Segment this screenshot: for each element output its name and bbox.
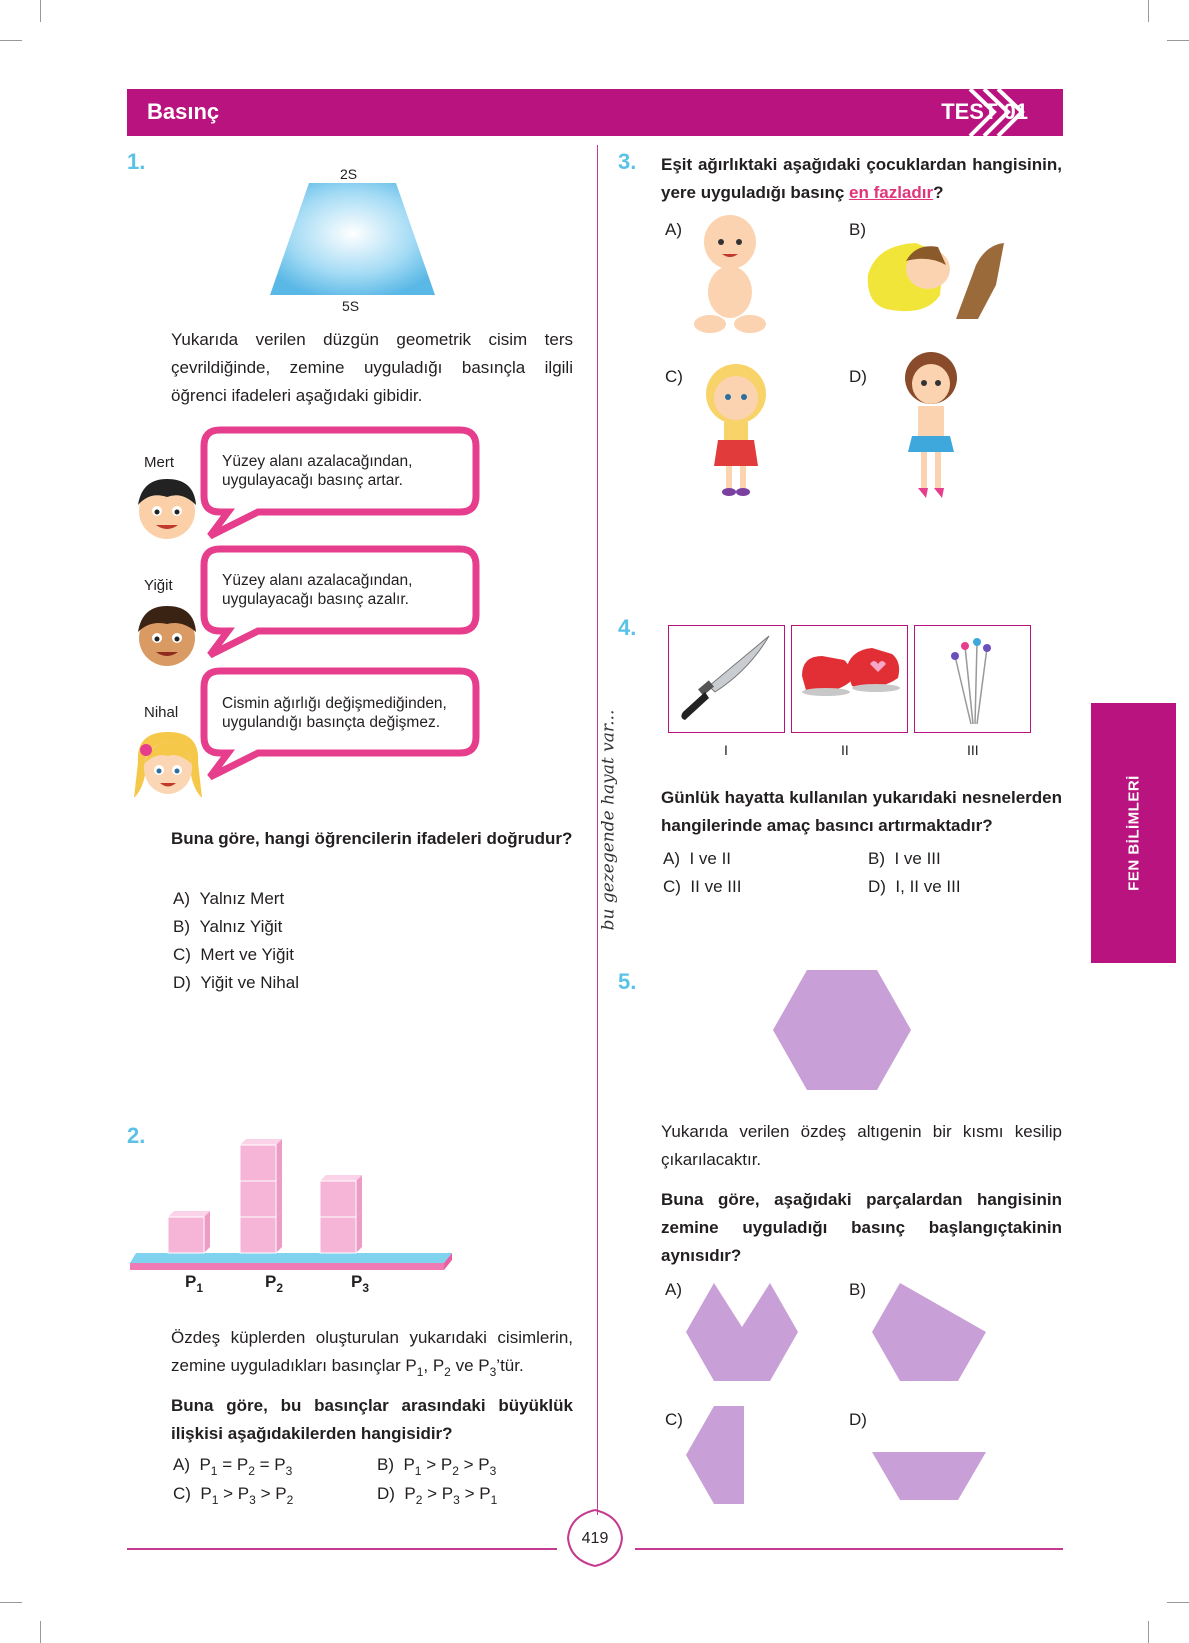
boy-avatar-icon	[132, 600, 202, 670]
question-text: Eşit ağırlıktaki aşağıdaki çocuklardan hangisinin, yere uyguladığı basınç	[661, 155, 1062, 202]
option-letter: D)	[377, 1484, 395, 1503]
crop-mark	[40, 0, 41, 22]
cube-stacks-figure	[130, 1125, 460, 1275]
boy-avatar-icon	[132, 473, 202, 543]
option-text: I ve II	[689, 849, 732, 868]
q2-question: Buna göre, bu basınçlar arasındaki büyüklük ilişkisi aşağıdakilerden hangisidir?	[171, 1396, 573, 1443]
trapezoid-top-label: 2S	[340, 166, 358, 182]
q4-option-d[interactable]	[868, 877, 961, 897]
option-letter: B)	[868, 849, 885, 868]
child-lying-icon[interactable]	[866, 225, 1006, 321]
label-letter: P	[185, 1272, 197, 1291]
intro-text: Özdeş küplerden oluşturulan yukarıdaki cisimlerin, zemine uyguladıkları basınçlar P	[171, 1328, 573, 1375]
q3-option-a[interactable]: A)	[665, 220, 682, 239]
baby-sitting-icon[interactable]	[690, 212, 770, 342]
bubble-text	[222, 452, 412, 490]
header-bar	[127, 89, 1063, 136]
q1-option-b[interactable]	[173, 917, 282, 937]
question-number: 5.	[618, 969, 637, 994]
cube	[320, 1175, 362, 1217]
label-sub: 2	[276, 1281, 284, 1295]
girl-avatar-icon	[132, 728, 204, 808]
option-expr: $P_2 > P_3 > P_1$	[404, 1484, 498, 1507]
p3-label	[351, 1272, 369, 1295]
page-title: Basınç	[147, 99, 220, 124]
option-letter: B)	[377, 1455, 394, 1474]
label-letter: P	[351, 1272, 363, 1291]
q3-option-c[interactable]: C)	[665, 367, 683, 386]
q2-option-c[interactable]	[173, 1484, 293, 1507]
question-end: ?	[933, 183, 944, 202]
option-expr: $P_1 > P_2 > P_3$	[403, 1455, 497, 1478]
base-surface	[130, 1253, 452, 1263]
crop-mark	[1148, 0, 1149, 22]
q2-intro: Özdeş küplerden oluşturulan yukarıdaki cisimlerin, zemine uyguladıkları basınçlar $P_1$, $P_2$ ve $P_3’tür$.	[171, 1328, 573, 1379]
test-label: TEST 01	[941, 99, 1028, 124]
pins-image-box[interactable]	[914, 625, 1031, 733]
bubble-text	[222, 694, 447, 732]
q1-option-a[interactable]	[173, 889, 284, 909]
option-text: I, II ve III	[895, 877, 961, 896]
pentagon-shape[interactable]	[872, 1283, 986, 1381]
hexagon-notch-shape[interactable]	[686, 1283, 798, 1381]
subject-tab	[1091, 703, 1176, 963]
crop-mark	[0, 1602, 22, 1603]
option-letter: C)	[173, 945, 191, 964]
crop-mark	[1167, 40, 1189, 41]
option-text: Yalnız Yiğit	[199, 917, 283, 936]
subject-tab-label: FEN BİLİMLERİ	[1125, 775, 1142, 891]
footer-line	[127, 1548, 557, 1550]
crop-mark	[1148, 1621, 1149, 1643]
knife-image-box[interactable]	[668, 625, 785, 733]
crop-mark	[0, 40, 22, 41]
q4-option-c[interactable]	[663, 877, 741, 897]
cube	[240, 1139, 282, 1181]
shoes-icon	[792, 626, 907, 732]
label-sub: 3	[362, 1281, 370, 1295]
bubble-line: Cismin ağırlığı değişmediğinden,	[222, 695, 447, 712]
option-letter: A)	[173, 1455, 190, 1474]
bubble-line: uygulandığı basınçta değişmez.	[222, 714, 440, 731]
trapezoid-figure	[270, 183, 435, 295]
pins-icon	[915, 626, 1030, 732]
bubble-text	[222, 571, 412, 609]
option-letter: A)	[173, 889, 190, 908]
bubble-line: uygulayacağı basınç azalır.	[222, 591, 409, 608]
student-name: Mert	[144, 454, 174, 471]
slogan: bu gezegende hayat var...	[598, 709, 619, 931]
q3-option-d[interactable]: D)	[849, 367, 867, 386]
option-text: Yalnız Mert	[199, 889, 285, 908]
bubble-line: uygulayacağı basınç artar.	[222, 472, 403, 489]
q5-question: Buna göre, aşağıdaki parçalardan hangisinin zemine uyguladığı basınç başlangıçtakinin aynısıdır?	[661, 1190, 1062, 1265]
cube	[168, 1211, 210, 1253]
image-label: II	[841, 742, 849, 758]
image-label: I	[724, 742, 728, 758]
crop-mark	[40, 1621, 41, 1643]
q4-option-b[interactable]	[868, 849, 941, 869]
q3-option-b[interactable]: B)	[849, 220, 866, 239]
image-label: III	[967, 742, 979, 758]
option-expr: $P_1 > P_3 > P_2$	[200, 1484, 294, 1507]
option-text: II ve III	[690, 877, 742, 896]
q2-option-a[interactable]	[173, 1455, 292, 1478]
footer-line	[635, 1548, 1063, 1550]
option-letter: A)	[663, 849, 680, 868]
option-expr: $P_1 = P_2 = P_3$	[199, 1455, 293, 1478]
p2-label	[265, 1272, 283, 1295]
q1-intro: Yukarıda verilen düzgün geometrik cisim ters çevrildiğinde, zemine uyguladığı basınçla ilgili öğrenci ifadeleri aşağıdaki gibidir.	[171, 330, 573, 405]
trapezoid-bottom-label: 5S	[342, 298, 360, 314]
q5-intro: Yukarıda verilen özdeş altıgenin bir kısmı kesilip çıkarılacaktır.	[661, 1122, 1062, 1169]
girl-heels-icon[interactable]	[896, 348, 966, 503]
q2-option-b[interactable]	[377, 1455, 496, 1478]
knife-icon	[669, 626, 784, 732]
shoes-image-box[interactable]	[791, 625, 908, 733]
q1-question: Buna göre, hangi öğrencilerin ifadeleri doğrudur?	[171, 829, 573, 848]
bubble-line: Yüzey alanı azalacağından,	[222, 453, 413, 470]
q5-option-b[interactable]: B)	[849, 1280, 866, 1299]
option-text: Yiğit ve Nihal	[200, 973, 299, 992]
q1-option-c[interactable]	[173, 945, 294, 965]
student-name: Yiğit	[144, 577, 173, 594]
q1-option-d[interactable]	[173, 973, 299, 993]
label-letter: P	[265, 1272, 277, 1291]
trapezoid-slice-shape[interactable]	[872, 1452, 986, 1500]
page-number: 419	[581, 1530, 609, 1547]
crop-mark	[1167, 1602, 1189, 1603]
q4-option-a[interactable]	[663, 849, 731, 869]
option-text: Mert ve Yiğit	[200, 945, 294, 964]
p1-label	[185, 1272, 203, 1295]
option-letter: C)	[173, 1484, 191, 1503]
question-number: 4.	[618, 615, 637, 640]
q3-question	[661, 151, 1062, 207]
half-hexagon-left-shape[interactable]	[686, 1406, 744, 1504]
option-letter: D)	[173, 973, 191, 992]
q5-option-c[interactable]: C)	[665, 1410, 683, 1429]
label-sub: 1	[196, 1281, 204, 1295]
girl-standing-icon[interactable]	[696, 360, 776, 500]
q2-option-d[interactable]	[377, 1484, 497, 1507]
option-text: I ve III	[894, 849, 941, 868]
question-number: 1.	[127, 149, 146, 174]
q5-option-a[interactable]: A)	[665, 1280, 682, 1299]
intro-text-end: ’tür.	[496, 1356, 524, 1375]
hexagon-shape	[773, 970, 911, 1090]
question-number: 3.	[618, 149, 637, 174]
base-edge	[130, 1263, 444, 1270]
option-letter: B)	[173, 917, 190, 936]
bubble-line: Yüzey alanı azalacağından,	[222, 572, 413, 589]
option-letter: D)	[868, 877, 886, 896]
q5-option-d[interactable]: D)	[849, 1410, 867, 1429]
question-emphasis: en fazladır	[849, 183, 934, 202]
option-letter: C)	[663, 877, 681, 896]
student-name: Nihal	[144, 704, 179, 721]
question-number: 2.	[127, 1123, 146, 1148]
q4-question: Günlük hayatta kullanılan yukarıdaki nesnelerden hangilerinde amaç basıncı artırmaktadır?	[661, 788, 1062, 835]
